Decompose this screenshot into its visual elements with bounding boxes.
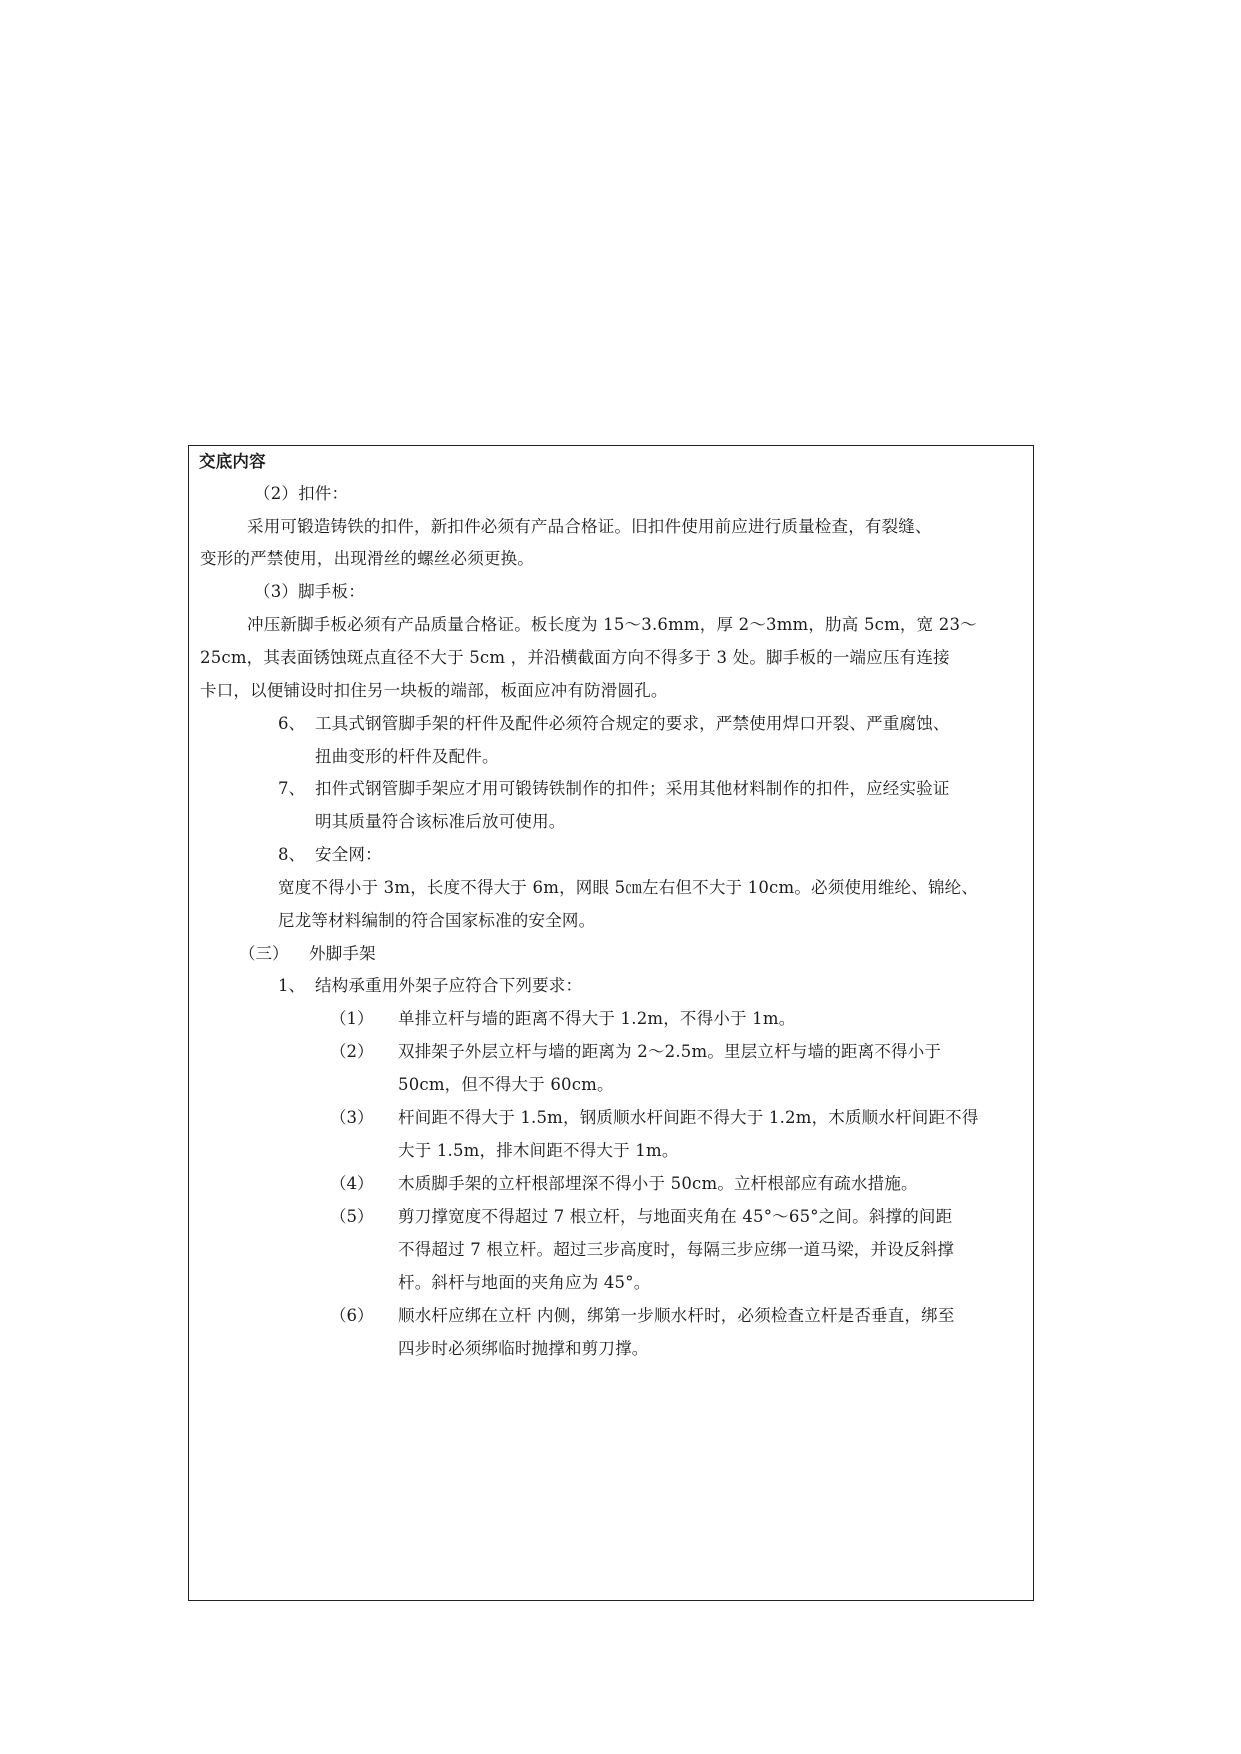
requirement-4-number: （4） xyxy=(330,1174,374,1193)
item-6-line-2: 扭曲变形的杆件及配件。 xyxy=(315,747,499,766)
requirement-1-line-1: 单排立杆与墙的距离不得大于 1.2m，不得小于 1m。 xyxy=(398,1009,796,1028)
requirement-6-line-2: 四步时必须绑临时抛撑和剪刀撑。 xyxy=(398,1339,649,1358)
external-scaffold-number: （三） xyxy=(239,944,289,963)
requirement-2-line-1: 双排架子外层立杆与墙的距离为 2～2.5m。里层立杆与墙的距离不得小于 xyxy=(398,1042,942,1061)
item-6-line-1: 工具式钢管脚手架的杆件及配件必须符合规定的要求，严禁使用焊口开裂、严重腐蚀、 xyxy=(315,714,950,733)
safety-net-line-2: 尼龙等材料编制的符合国家标准的安全网。 xyxy=(278,911,596,930)
external-scaffold-title: 外脚手架 xyxy=(309,944,376,963)
item-7-line-1: 扣件式钢管脚手架应才用可锻铸铁制作的扣件；采用其他材料制作的扣件，应经实验证 xyxy=(315,779,950,798)
scaffold-board-text-line-2: 25cm，其表面锈蚀斑点直径不大于 5cm ，并沿横截面方向不得多于 3 处。脚手板的一端应压有连接 xyxy=(200,648,950,667)
requirement-3-line-2: 大于 1.5m，排木间距不得大于 1m。 xyxy=(398,1141,679,1160)
couplers-text-line-2: 变形的严禁使用，出现滑丝的螺丝必须更换。 xyxy=(200,549,534,568)
item-8-line-1: 安全网： xyxy=(315,845,382,864)
requirement-2-line-2: 50cm，但不得大于 60cm。 xyxy=(398,1075,614,1094)
scaffold-board-text-line-3: 卡口，以便铺设时扣住另一块板的端部，板面应冲有防滑圆孔。 xyxy=(200,681,668,700)
requirement-5-number: （5） xyxy=(330,1207,374,1226)
couplers-text-line-1: 采用可锻造铸铁的扣件，新扣件必须有产品合格证。旧扣件使用前应进行质量检查，有裂缝、 xyxy=(247,517,932,536)
safety-net-line-1: 宽度不得小于 3m，长度不得大于 6m，网眼 5㎝左右但不大于 10cm。必须使用维纶、锦纶、 xyxy=(278,878,979,897)
section-title: 交底内容 xyxy=(199,452,266,471)
requirement-3-number: （3） xyxy=(330,1108,374,1127)
couplers-heading: （2）扣件： xyxy=(254,484,349,503)
structure-req-number: 1、 xyxy=(278,976,305,995)
requirement-4-line-1: 木质脚手架的立杆根部埋深不得小于 50cm。立杆根部应有疏水措施。 xyxy=(398,1174,918,1193)
requirement-3-line-1: 杆间距不得大于 1.5m，钢质顺水杆间距不得大于 1.2m，木质顺水杆间距不得 xyxy=(398,1108,979,1127)
item-8-number: 8、 xyxy=(278,845,305,864)
structure-req-title: 结构承重用外架子应符合下列要求： xyxy=(315,976,583,995)
requirement-5-line-2: 不得超过 7 根立杆。超过三步高度时，每隔三步应绑一道马梁，并设反斜撑 xyxy=(398,1240,954,1259)
item-7-number: 7、 xyxy=(278,779,305,798)
scaffold-board-text-line-1: 冲压新脚手板必须有产品质量合格证。板长度为 15～3.6mm，厚 2～3mm，肋高 5cm，宽 23～ xyxy=(247,615,977,634)
scaffold-board-heading: （3）脚手板： xyxy=(254,582,365,601)
requirement-6-line-1: 顺水杆应绑在立杆 内侧，绑第一步顺水杆时，必须检查立杆是否垂直，绑至 xyxy=(398,1306,955,1325)
requirement-1-number: （1） xyxy=(330,1009,374,1028)
requirement-6-number: （6） xyxy=(330,1306,374,1325)
requirement-2-number: （2） xyxy=(330,1042,374,1061)
item-7-line-2: 明其质量符合该标准后放可使用。 xyxy=(315,812,566,831)
requirement-5-line-3: 杆。斜杆与地面的夹角应为 45°。 xyxy=(398,1273,651,1292)
item-6-number: 6、 xyxy=(278,714,305,733)
requirement-5-line-1: 剪刀撑宽度不得超过 7 根立杆，与地面夹角在 45°～65°之间。斜撑的间距 xyxy=(398,1207,953,1226)
